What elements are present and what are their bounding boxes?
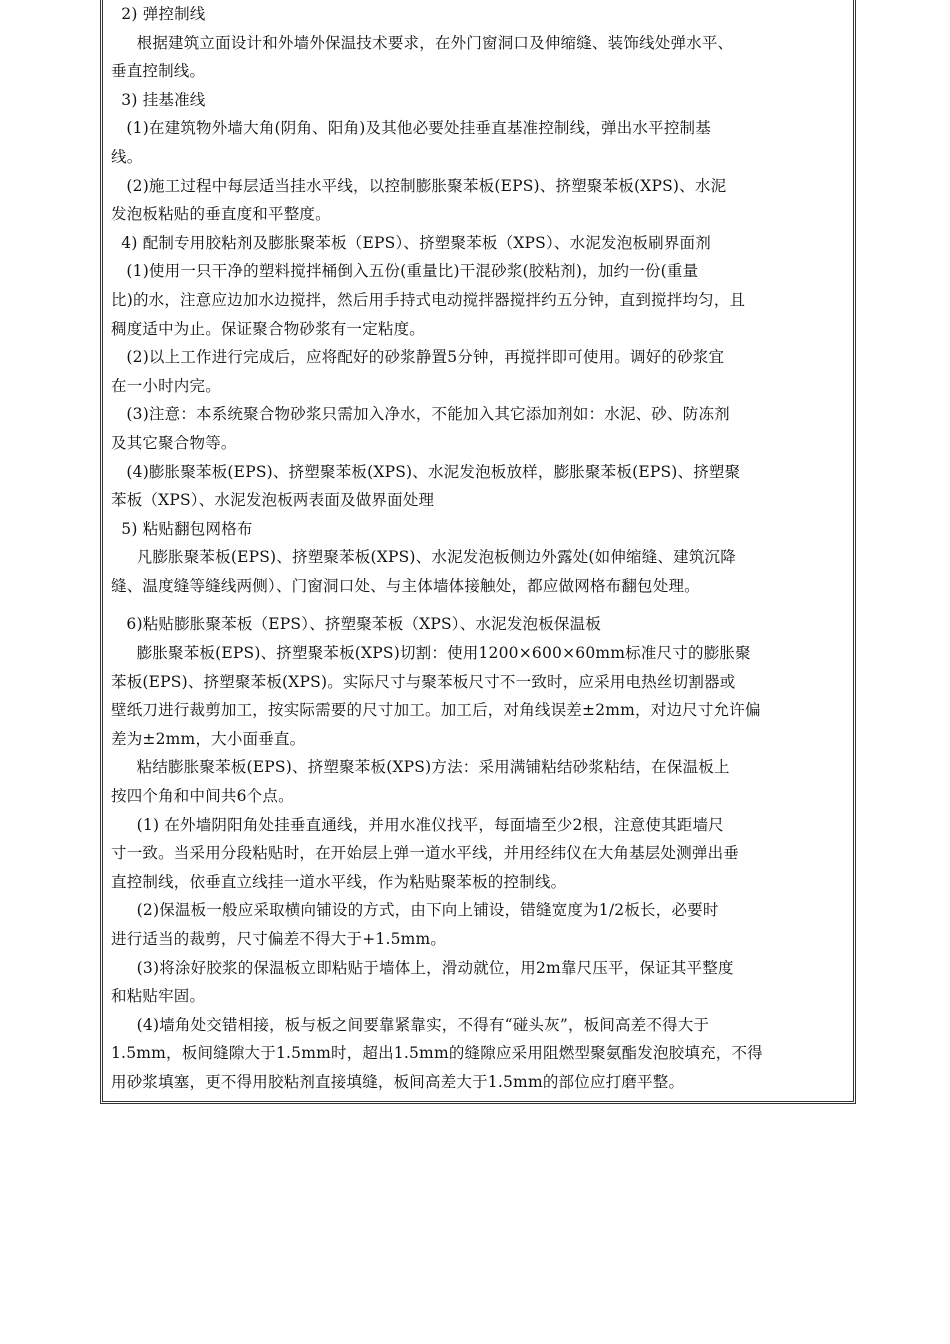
text-line: 比)的水，注意应边加水边搅拌，然后用手持式电动搅拌器搅拌约五分钟，直到搅拌均匀，且 — [111, 290, 746, 309]
text-line: 苯板(EPS)、挤塑聚苯板(XPS)。实际尺寸与聚苯板尺寸不一致时，应采用电热丝切割器或 — [111, 672, 736, 691]
text-line: (1)在建筑物外墙大角(阴角、阳角)及其他必要处挂垂直基准控制线，弹出水平控制基 — [111, 119, 711, 138]
text-line: (3)注意：本系统聚合物砂浆只需加入净水，不能加入其它添加剂如：水泥、砂、防冻剂 — [111, 405, 730, 424]
text-line: 4) 配制专用胶粘剂及膨胀聚苯板（EPS）、挤塑聚苯板（XPS）、水泥发泡板刷界面剂 — [111, 233, 711, 252]
text-line: (3)将涂好胶浆的保温板立即粘贴于墙体上，滑动就位，用2m靠尺压平，保证其平整度 — [111, 958, 734, 977]
text-line: 和粘贴牢固。 — [111, 987, 206, 1006]
text-line: (2)以上工作进行完成后，应将配好的砂浆静置5分钟，再搅拌即可使用。调好的砂浆宜 — [111, 348, 725, 367]
text-line: 按四个角和中间共6个点。 — [111, 787, 294, 806]
text-line: 壁纸刀进行裁剪加工，按实际需要的尺寸加工。加工后，对角线误差±2mm，对边尺寸允许偏 — [111, 701, 761, 720]
text-line: 6)粘贴膨胀聚苯板（EPS）、挤塑聚苯板（XPS）、水泥发泡板保温板 — [111, 615, 602, 634]
text-line: (2)保温板一般应采取横向铺设的方式，由下向上铺设，错缝宽度为1/2板长，必要时 — [111, 901, 719, 920]
text-line: (1)使用一只干净的塑料搅拌桶倒入五份(重量比)干混砂浆(胶粘剂)，加约一份(重量 — [111, 262, 699, 281]
text-line: (1) 在外墙阴阳角处挂垂直通线，并用水准仪找平，每面墙至少2根，注意使其距墙尺 — [111, 815, 724, 834]
text-line: 3) 挂基准线 — [111, 90, 206, 109]
text-line: 2) 弹控制线 — [111, 5, 206, 23]
text-line: 垂直控制线。 — [111, 62, 206, 81]
content-table-frame — [100, 0, 856, 1104]
text-line: (4)墙角处交错相接，板与板之间要靠紧靠实，不得有“碰头灰”，板间高差不得大于 — [111, 1015, 710, 1034]
text-line: 差为±2mm，大小面垂直。 — [111, 729, 306, 748]
text-line: 寸一致。当采用分段粘贴时，在开始层上弹一道水平线，并用经纬仪在大角基层处测弹出垂 — [111, 844, 740, 863]
text-line: 进行适当的裁剪，尺寸偏差不得大于+1.5mm。 — [111, 930, 447, 948]
text-line: 线。 — [111, 147, 143, 166]
text-line: 根据建筑立面设计和外墙外保温技术要求，在外门窗洞口及伸缩缝、装饰线处弹水平、 — [111, 33, 734, 52]
text-line: (4)膨胀聚苯板(EPS)、挤塑聚苯板(XPS)、水泥发泡板放样，膨胀聚苯板(EPS)、挤塑聚 — [111, 462, 741, 481]
text-line: 粘结膨胀聚苯板(EPS)、挤塑聚苯板(XPS)方法：采用满铺粘结砂浆粘结，在保温板上 — [111, 758, 730, 777]
text-line: 5) 粘贴翻包网格布 — [111, 519, 253, 538]
text-line: 膨胀聚苯板(EPS)、挤塑聚苯板(XPS)切割：使用1200×600×60mm标准尺寸的膨胀聚 — [111, 644, 751, 663]
text-line: 直控制线，依垂直立线挂一道水平线，作为粘贴聚苯板的控制线。 — [111, 872, 567, 891]
text-line: 缝、温度缝等缝线两侧）、门窗洞口处、与主体墙体接触处，都应做网格布翻包处理。 — [111, 576, 700, 595]
section-gap — [111, 600, 847, 610]
text-line: 在一小时内完。 — [111, 376, 221, 395]
text-line: 稠度适中为止。保证聚合物砂浆有一定粘度。 — [111, 319, 426, 338]
text-line: 及其它聚合物等。 — [111, 433, 237, 452]
text-line: 1.5mm，板间缝隙大于1.5mm时，超出1.5mm的缝隙应采用阻燃型聚氨酯发泡胶填充，不得 — [111, 1044, 763, 1063]
text-line: 发泡板粘贴的垂直度和平整度。 — [111, 205, 331, 224]
text-line: 凡膨胀聚苯板(EPS)、挤塑聚苯板(XPS)、水泥发泡板侧边外露处(如伸缩缝、建筑沉降 — [111, 548, 736, 567]
text-line: (2)施工过程中每层适当挂水平线，以控制膨胀聚苯板(EPS)、挤塑聚苯板(XPS)、水泥 — [111, 176, 727, 195]
document-body — [111, 0, 847, 1097]
text-line: 苯板（XPS）、水泥发泡板两表面及做界面处理 — [111, 491, 435, 510]
text-line: 用砂浆填塞，更不得用胶粘剂直接填缝，板间高差大于1.5mm的部位应打磨平整。 — [111, 1072, 685, 1091]
